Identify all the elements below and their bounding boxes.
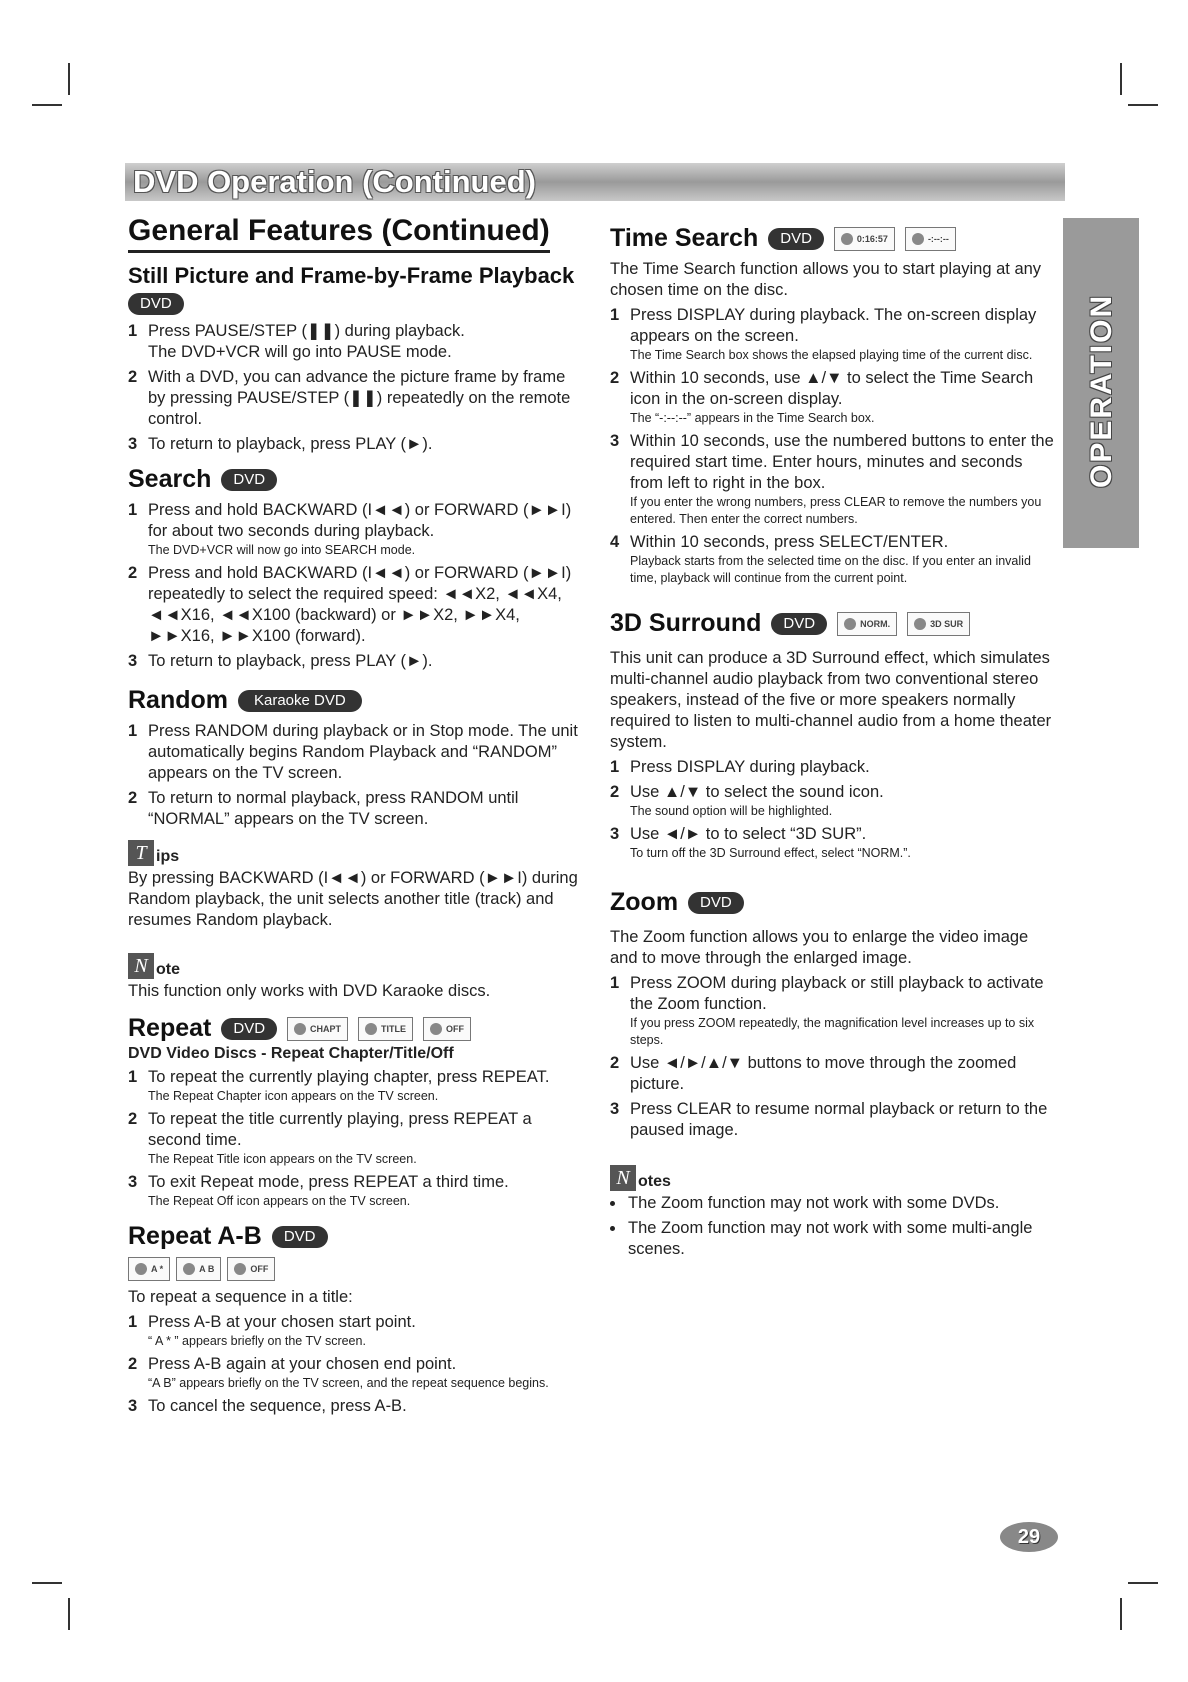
list-item: 1 Press A-B at your chosen start point. “ A * ” appears briefly on the TV screen.	[128, 1313, 416, 1348]
dvd-badge: DVD	[221, 469, 277, 491]
list-item: 3 To exit Repeat mode, press REPEAT a third time. The Repeat Off icon appears on the TV screen.	[128, 1173, 509, 1208]
clock-icon	[912, 233, 924, 245]
still-steps	[128, 321, 578, 455]
ab-start-osd: A *	[128, 1257, 170, 1281]
note-icon: N	[128, 953, 154, 979]
list-item: 3 To cancel the sequence, press A-B.	[128, 1397, 407, 1415]
side-tab-label: OPERATION	[1085, 293, 1118, 488]
repeat-off-osd: OFF	[423, 1017, 471, 1041]
time-search-heading: Time Search DVD 0:16:57 -:--:--	[610, 224, 1060, 253]
list-item: 2 Press and hold BACKWARD (I◄◄) or FORWARD (►►I) repeatedly to select the required speed: ◄◄X2, ◄◄X4, ◄◄X16, ◄◄X100 (backward) or ►►X2, ►►X4, ►►X16, ►►X100 (forward).	[128, 564, 572, 645]
list-item: 3 Press CLEAR to resume normal playback or return to the paused image.	[610, 1100, 1048, 1139]
surround-intro: This unit can produce a 3D Surround effect, which simulates multi-channel audio playback from two conventional stereo speakers, instead of the five or more speakers normally required to listen to multi-channel audio from a home theater system.	[610, 649, 1052, 751]
list-item: 4 Within 10 seconds, press SELECT/ENTER. Playback starts from the selected time on the disc. If you enter an invalid time, playback will continue from the current point.	[610, 533, 1031, 585]
ab-icon	[234, 1263, 246, 1275]
repeat-heading: Repeat DVD CHAPT TITLE OFF	[128, 1014, 578, 1043]
crop-mark	[32, 104, 62, 106]
sound-icon	[844, 618, 856, 630]
repeat-ab-heading: Repeat A-B DVD	[128, 1222, 578, 1251]
still-title: Still Picture and Frame-by-Frame Playback	[128, 263, 575, 288]
repeat-icon	[365, 1023, 377, 1035]
dvd-badge: DVD	[128, 293, 184, 315]
tips-header: T ips	[128, 840, 578, 866]
list-item: 3 To return to playback, press PLAY (►).	[128, 435, 433, 453]
list-item: 2 To return to normal playback, press RANDOM until “NORMAL” appears on the TV screen.	[128, 789, 519, 828]
dvd-badge: DVD	[768, 228, 824, 250]
zoom-notes	[610, 1193, 1060, 1260]
list-item: 2 With a DVD, you can advance the picture frame by frame by pressing PAUSE/STEP (❚❚) repeatedly on the remote control.	[128, 368, 571, 428]
list-item: 1 Press DISPLAY during playback.	[610, 758, 870, 776]
note-header: N ote	[128, 953, 578, 979]
list-item: • The Zoom function may not work with some DVDs.	[626, 1193, 1060, 1214]
banner-title: DVD Operation (Continued)	[133, 164, 536, 199]
random-steps	[128, 721, 578, 830]
crop-mark	[1120, 1598, 1122, 1630]
list-item: 3 Within 10 seconds, use the numbered buttons to enter the required start time. Enter hours, minutes and seconds from left to right in the box. If you enter the wrong numbers, press CLEAR to remove the numbers you entered. Then enter the correct numbers.	[610, 432, 1054, 526]
search-heading: Search DVD	[128, 465, 578, 494]
ab-off-osd: OFF	[227, 1257, 275, 1281]
crop-mark	[68, 1598, 70, 1630]
repeat-steps	[128, 1067, 578, 1210]
right-column	[610, 216, 1060, 1264]
surround-steps	[610, 757, 1060, 862]
karaoke-dvd-badge: Karaoke DVD	[238, 690, 362, 712]
list-item: 1 Press DISPLAY during playback. The on-screen display appears on the screen. The Time Search box shows the elapsed playing time of the current disc.	[610, 306, 1037, 362]
dvd-badge: DVD	[221, 1018, 277, 1040]
page-title: General Features (Continued)	[128, 214, 550, 253]
repeat-subtitle: DVD Video Discs - Repeat Chapter/Title/Off	[128, 1045, 454, 1062]
left-column	[128, 214, 578, 1421]
time-search-intro: The Time Search function allows you to start playing at any chosen time on the disc.	[610, 260, 1042, 299]
list-item: 2 To repeat the title currently playing, press REPEAT a second time. The Repeat Title icon appears on the TV screen.	[128, 1110, 532, 1166]
notes-header: N otes	[610, 1165, 1060, 1191]
crop-mark	[68, 63, 70, 95]
repeat-ab-intro: To repeat a sequence in a title:	[128, 1288, 353, 1306]
list-item: 1 Press ZOOM during playback or still playback to activate the Zoom function. If you press ZOOM repeatedly, the magnification level increases up to six steps.	[610, 974, 1044, 1047]
repeat-ab-osd-row	[128, 1257, 578, 1281]
notes-icon: N	[610, 1165, 636, 1191]
crop-mark	[32, 1582, 62, 1584]
list-item: 3 Use ◄/► to to select “3D SUR”. To turn off the 3D Surround effect, select “NORM.”.	[610, 825, 911, 860]
tips-text: By pressing BACKWARD (I◄◄) or FORWARD (►►I) during Random playback, the unit selects another title (track) and resumes Random playback.	[128, 869, 578, 929]
time-search-blank-osd: -:--:--	[905, 227, 956, 251]
search-steps	[128, 500, 578, 672]
ab-icon	[135, 1263, 147, 1275]
zoom-intro: The Zoom function allows you to enlarge the video image and to move through the enlarged image.	[610, 928, 1029, 967]
ab-icon	[183, 1263, 195, 1275]
surround-heading: 3D Surround DVD NORM. 3D SUR	[610, 609, 1060, 638]
time-search-osd: 0:16:57	[834, 227, 895, 251]
side-tab	[1063, 218, 1139, 548]
crop-mark	[1120, 63, 1122, 95]
page-number: 29	[1000, 1522, 1058, 1552]
list-item: 1 Press PAUSE/STEP (❚❚) during playback. The DVD+VCR will go into PAUSE mode.	[128, 322, 465, 361]
clock-icon	[841, 233, 853, 245]
random-heading: Random Karaoke DVD	[128, 686, 578, 715]
repeat-chapter-osd: CHAPT	[287, 1017, 348, 1041]
dvd-badge: DVD	[272, 1226, 328, 1248]
list-item: 3 To return to playback, press PLAY (►).	[128, 652, 433, 670]
repeat-icon	[294, 1023, 306, 1035]
list-item: 2 Use ▲/▼ to select the sound icon. The sound option will be highlighted.	[610, 783, 884, 818]
list-item: 1 Press and hold BACKWARD (I◄◄) or FORWARD (►►I) for about two seconds during playback. The DVD+VCR will now go into SEARCH mode.	[128, 501, 572, 557]
3d-sur-osd: 3D SUR	[907, 612, 970, 636]
norm-osd: NORM.	[837, 612, 897, 636]
zoom-heading: Zoom DVD	[610, 888, 1060, 917]
repeat-title-osd: TITLE	[358, 1017, 413, 1041]
dvd-badge: DVD	[771, 613, 827, 635]
list-item: 1 To repeat the currently playing chapter, press REPEAT. The Repeat Chapter icon appears on the TV screen.	[128, 1068, 550, 1103]
list-item: 2 Within 10 seconds, use ▲/▼ to select the Time Search icon in the on-screen display. The “-:--:--” appears in the Time Search box.	[610, 369, 1034, 425]
repeat-ab-steps	[128, 1312, 578, 1417]
list-item: 2 Press A-B again at your chosen end point. “A B” appears briefly on the TV screen, and the repeat sequence begins.	[128, 1355, 549, 1390]
ab-end-osd: A B	[176, 1257, 221, 1281]
list-item: • The Zoom function may not work with some multi-angle scenes.	[626, 1218, 1060, 1260]
dvd-badge: DVD	[688, 892, 744, 914]
sound-icon	[914, 618, 926, 630]
tips-icon: T	[128, 840, 154, 866]
section-banner	[125, 163, 1065, 201]
crop-mark	[1128, 1582, 1158, 1584]
list-item: 2 Use ◄/►/▲/▼ buttons to move through the zoomed picture.	[610, 1054, 1017, 1093]
time-search-steps	[610, 305, 1060, 587]
crop-mark	[1128, 104, 1158, 106]
zoom-steps	[610, 973, 1060, 1141]
note-text: This function only works with DVD Karaoke discs.	[128, 982, 491, 1000]
repeat-icon	[430, 1023, 442, 1035]
list-item: 1 Press RANDOM during playback or in Stop mode. The unit automatically begins Random Playback and “RANDOM” appears on the TV screen.	[128, 722, 578, 782]
